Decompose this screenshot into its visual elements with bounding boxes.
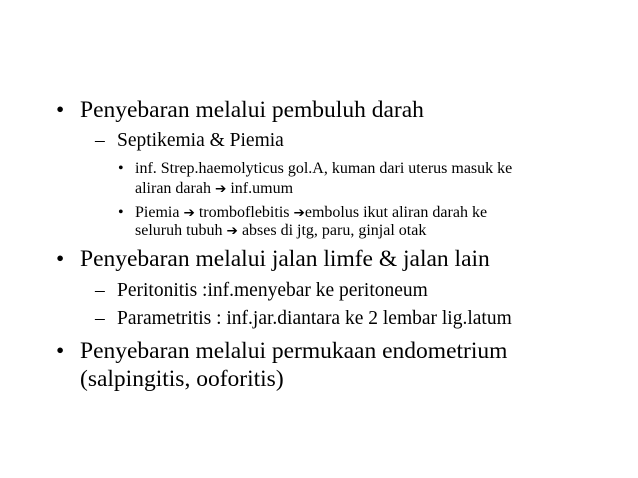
sub-sub-bullet-text: Piemia ➔ tromboflebitis ➔embolus ikut aliran darah ke (135, 204, 488, 221)
sub-bullet-text: Parametritis : inf.jar.diantara ke 2 lembar lig.latum (117, 308, 512, 329)
arrow-right-icon: ➔ (226, 223, 238, 239)
sub-bullet-marker: – (95, 308, 105, 329)
sub-sub-bullet-text-continued: aliran darah ➔ inf.umum (135, 180, 294, 197)
bullet-text-continued: (salpingitis, ooforitis) (80, 366, 284, 392)
sub-bullet-marker: – (95, 280, 105, 301)
bullet-text: Penyebaran melalui jalan limfe & jalan lain (80, 246, 490, 272)
bullet-text: Penyebaran melalui pembuluh darah (80, 97, 424, 123)
sub-sub-bullet-marker: • (118, 204, 124, 221)
bullet-marker: • (56, 97, 65, 123)
bullet-text: Penyebaran melalui permukaan endometrium (80, 338, 508, 364)
bullet-marker: • (56, 246, 65, 272)
arrow-right-icon: ➔ (293, 205, 305, 221)
sub-bullet-text: Septikemia & Piemia (117, 130, 284, 151)
arrow-right-icon: ➔ (214, 181, 227, 197)
arrow-right-icon: ➔ (183, 205, 195, 221)
sub-sub-bullet-text-continued: seluruh tubuh ➔ abses di jtg, paru, ginjal otak (135, 222, 427, 239)
sub-sub-bullet-text: inf. Strep.haemolyticus gol.A, kuman dari uterus masuk ke (135, 160, 513, 177)
sub-sub-bullet-marker: • (118, 160, 124, 177)
sub-bullet-marker: – (95, 130, 105, 151)
bullet-marker: • (56, 338, 65, 364)
sub-bullet-text: Peritonitis :inf.menyebar ke peritoneum (117, 280, 428, 301)
